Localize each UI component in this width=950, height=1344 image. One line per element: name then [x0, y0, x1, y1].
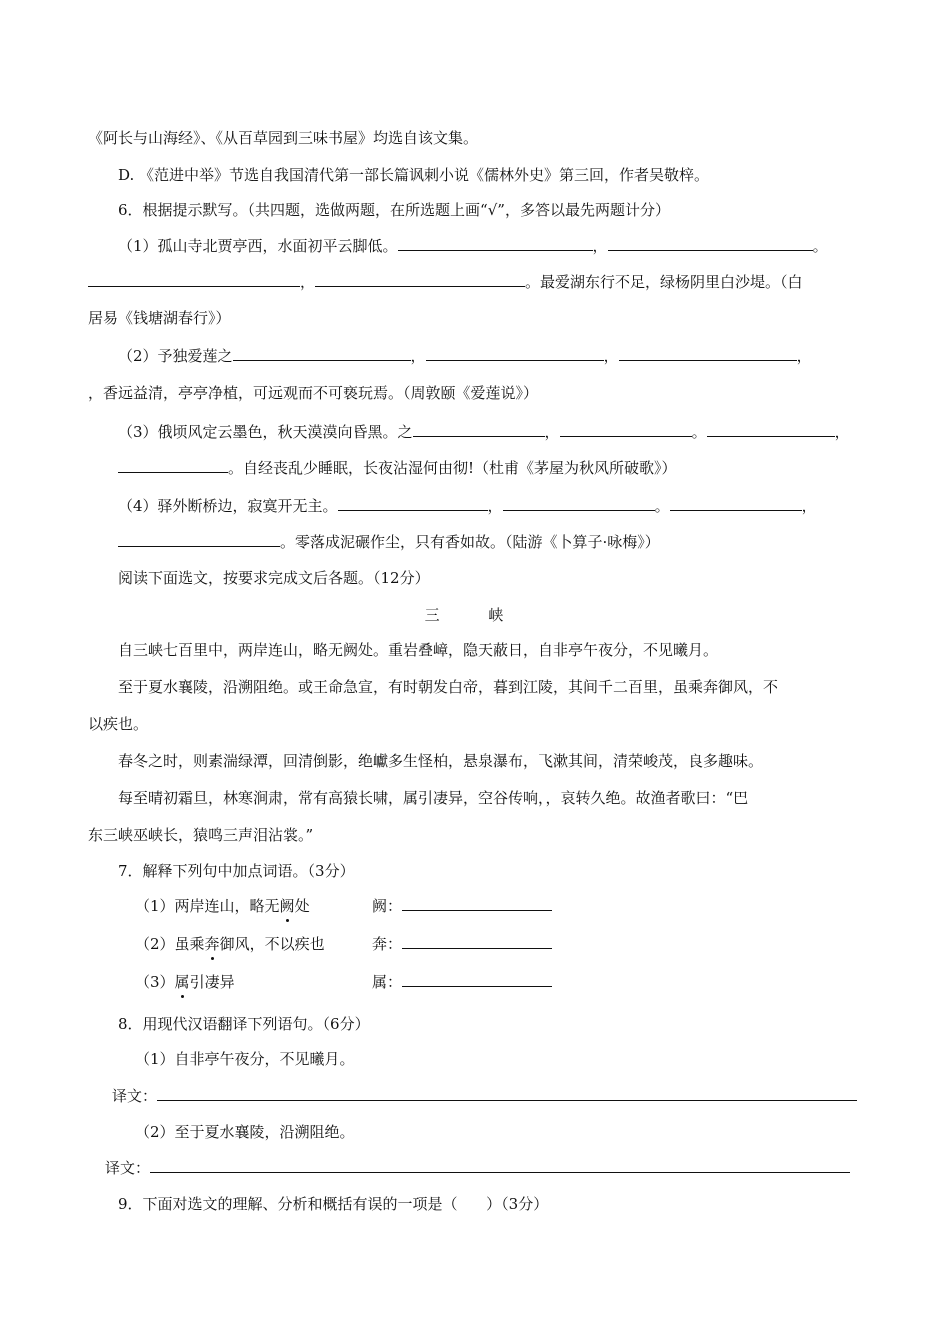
paragraph: 东三峡巫峡长，猿鸣三声泪沾裳。”	[88, 826, 314, 844]
q6-1-text: （1）孤山寺北贾亭西，水面初平云脚低。	[118, 237, 398, 255]
q6-item-2-line1	[118, 346, 812, 366]
q7-1-before: （1）两岸连山，略无	[135, 897, 280, 915]
paragraph: 春冬之时，则素湍绿潭，回清倒影，绝巘多生怪柏，悬泉瀑布，飞漱其间，清荣峻茂，良多趣味。	[118, 752, 764, 770]
q7-3-before: （3）	[135, 973, 175, 991]
q7-2-word: 奔：	[372, 935, 403, 953]
q9-prompt: 9．下面对选文的理解、分析和概括有误的一项是（ ）（3分）	[118, 1195, 549, 1213]
dotted-char: 奔	[204, 935, 220, 953]
blank[interactable]	[338, 496, 488, 511]
blank[interactable]	[88, 272, 300, 287]
option-d: D. 《范进中举》节选自我国清代第一部长篇讽刺小说《儒林外史》第三回，作者吴敬梓。	[118, 166, 710, 184]
translation-label: 译文：	[105, 1159, 151, 1177]
blank[interactable]	[670, 496, 802, 511]
q6-1-end: 。最爱湖东行不足，绿杨阴里白沙堤。（白	[525, 273, 803, 291]
q6-3-end: 。自经丧乱少睡眠，长夜沾湿何由彻!（杜甫《茅屋为秋风所破歌》）	[228, 459, 677, 477]
intro-line: 《阿长与山海经》、《从百草园到三味书屋》均选自该文集。	[88, 129, 479, 147]
comma: ，	[603, 347, 619, 365]
translation-label: 译文：	[112, 1087, 158, 1105]
q7-item-1-answer	[372, 896, 552, 916]
blank[interactable]	[426, 346, 604, 361]
q7-1-word: 阙：	[372, 897, 403, 915]
comma: ，	[592, 237, 608, 255]
q6-item-1-line2	[88, 272, 803, 292]
blank[interactable]	[315, 272, 525, 287]
paragraph: 自三峡七百里中，两岸连山，略无阙处。重岩叠嶂，隐天蔽日，自非亭午夜分，不见曦月。	[118, 641, 719, 659]
blank[interactable]	[619, 346, 797, 361]
answer-blank[interactable]	[402, 934, 552, 949]
q6-item-4-line2	[118, 532, 660, 552]
q6-prompt: 6．根据提示默写。（共四题，选做两题，在所选题上画“√”，多答以最先两题计分）	[118, 201, 670, 219]
paragraph: 至于夏水襄陵，沿溯阻绝。或王命急宣，有时朝发白帝，暮到江陵，其间千二百里，虽乘奔御风，不	[118, 678, 779, 696]
blank[interactable]	[118, 532, 280, 547]
comma: ，	[796, 347, 812, 365]
q7-1-after: 处	[294, 897, 310, 915]
q7-2-before: （2）虽乘	[135, 935, 205, 953]
comma: ，	[410, 347, 426, 365]
blank[interactable]	[560, 422, 692, 437]
blank[interactable]	[707, 422, 835, 437]
q7-item-3-answer	[372, 972, 552, 992]
period: 。	[812, 237, 828, 255]
q6-item-3-line1	[118, 422, 850, 442]
q6-3-text: （3）俄顷风定云墨色，秋天漠漠向昏黑。之	[118, 423, 413, 441]
q8-prompt: 8．用现代汉语翻译下列语句。（6分）	[118, 1015, 370, 1033]
comma: ，	[834, 423, 850, 441]
blank[interactable]	[503, 496, 655, 511]
dotted-char: 阙	[279, 897, 295, 915]
q7-item-2	[135, 934, 325, 954]
translation-blank[interactable]	[150, 1158, 850, 1173]
q8-sentence-1: （1）自非亭午夜分，不见曦月。	[135, 1050, 355, 1068]
reading-title: 三 峡	[424, 606, 526, 624]
q8-translation-2	[105, 1158, 850, 1178]
answer-blank[interactable]	[402, 972, 552, 987]
reading-instruction: 阅读下面选文，按要求完成文后各题。（12分）	[118, 569, 430, 587]
comma: ，	[300, 273, 316, 291]
comma: ，	[544, 423, 560, 441]
q8-translation-1	[112, 1086, 857, 1106]
blank[interactable]	[608, 236, 813, 251]
q7-3-after: 引凄异	[189, 973, 235, 991]
q6-item-4-line1	[118, 496, 817, 516]
q7-item-3	[135, 972, 235, 992]
answer-blank[interactable]	[402, 896, 552, 911]
q7-2-after: 御风，不以疾也	[219, 935, 325, 953]
q6-item-3-line2	[118, 458, 677, 478]
period: 。	[654, 497, 670, 515]
translation-blank[interactable]	[157, 1086, 857, 1101]
blank[interactable]	[233, 346, 411, 361]
blank[interactable]	[118, 458, 228, 473]
q6-4-text: （4）驿外断桥边，寂寞开无主。	[118, 497, 338, 515]
blank[interactable]	[413, 422, 545, 437]
q7-3-word: 属：	[372, 973, 403, 991]
q8-sentence-2: （2）至于夏水襄陵，沿溯阻绝。	[135, 1123, 355, 1141]
q6-item-1-line1	[118, 236, 828, 256]
period: 。	[691, 423, 707, 441]
q7-item-2-answer	[372, 934, 552, 954]
q6-item-2-line2: ，香远益清，亭亭净植，可远观而不可亵玩焉。（周敦颐《爱莲说》）	[88, 384, 539, 402]
q7-item-1	[135, 896, 310, 916]
q6-item-1-line3: 居易《钱塘湖春行》）	[88, 309, 231, 327]
blank[interactable]	[398, 236, 593, 251]
q6-4-end: 。零落成泥碾作尘，只有香如故。（陆游《卜算子·咏梅》）	[280, 533, 660, 551]
q6-2-text: （2）予独爱莲之	[118, 347, 233, 365]
paragraph: 以疾也。	[88, 715, 149, 733]
dotted-char: 属	[174, 973, 190, 991]
paragraph: 每至晴初霜旦，林寒涧肃，常有高猿长啸，属引凄异，空谷传响，，哀转久绝。故渔者歌曰：“巴	[118, 789, 749, 807]
comma: ，	[801, 497, 817, 515]
q7-prompt: 7．解释下列句中加点词语。（3分）	[118, 862, 355, 880]
comma: ，	[487, 497, 503, 515]
